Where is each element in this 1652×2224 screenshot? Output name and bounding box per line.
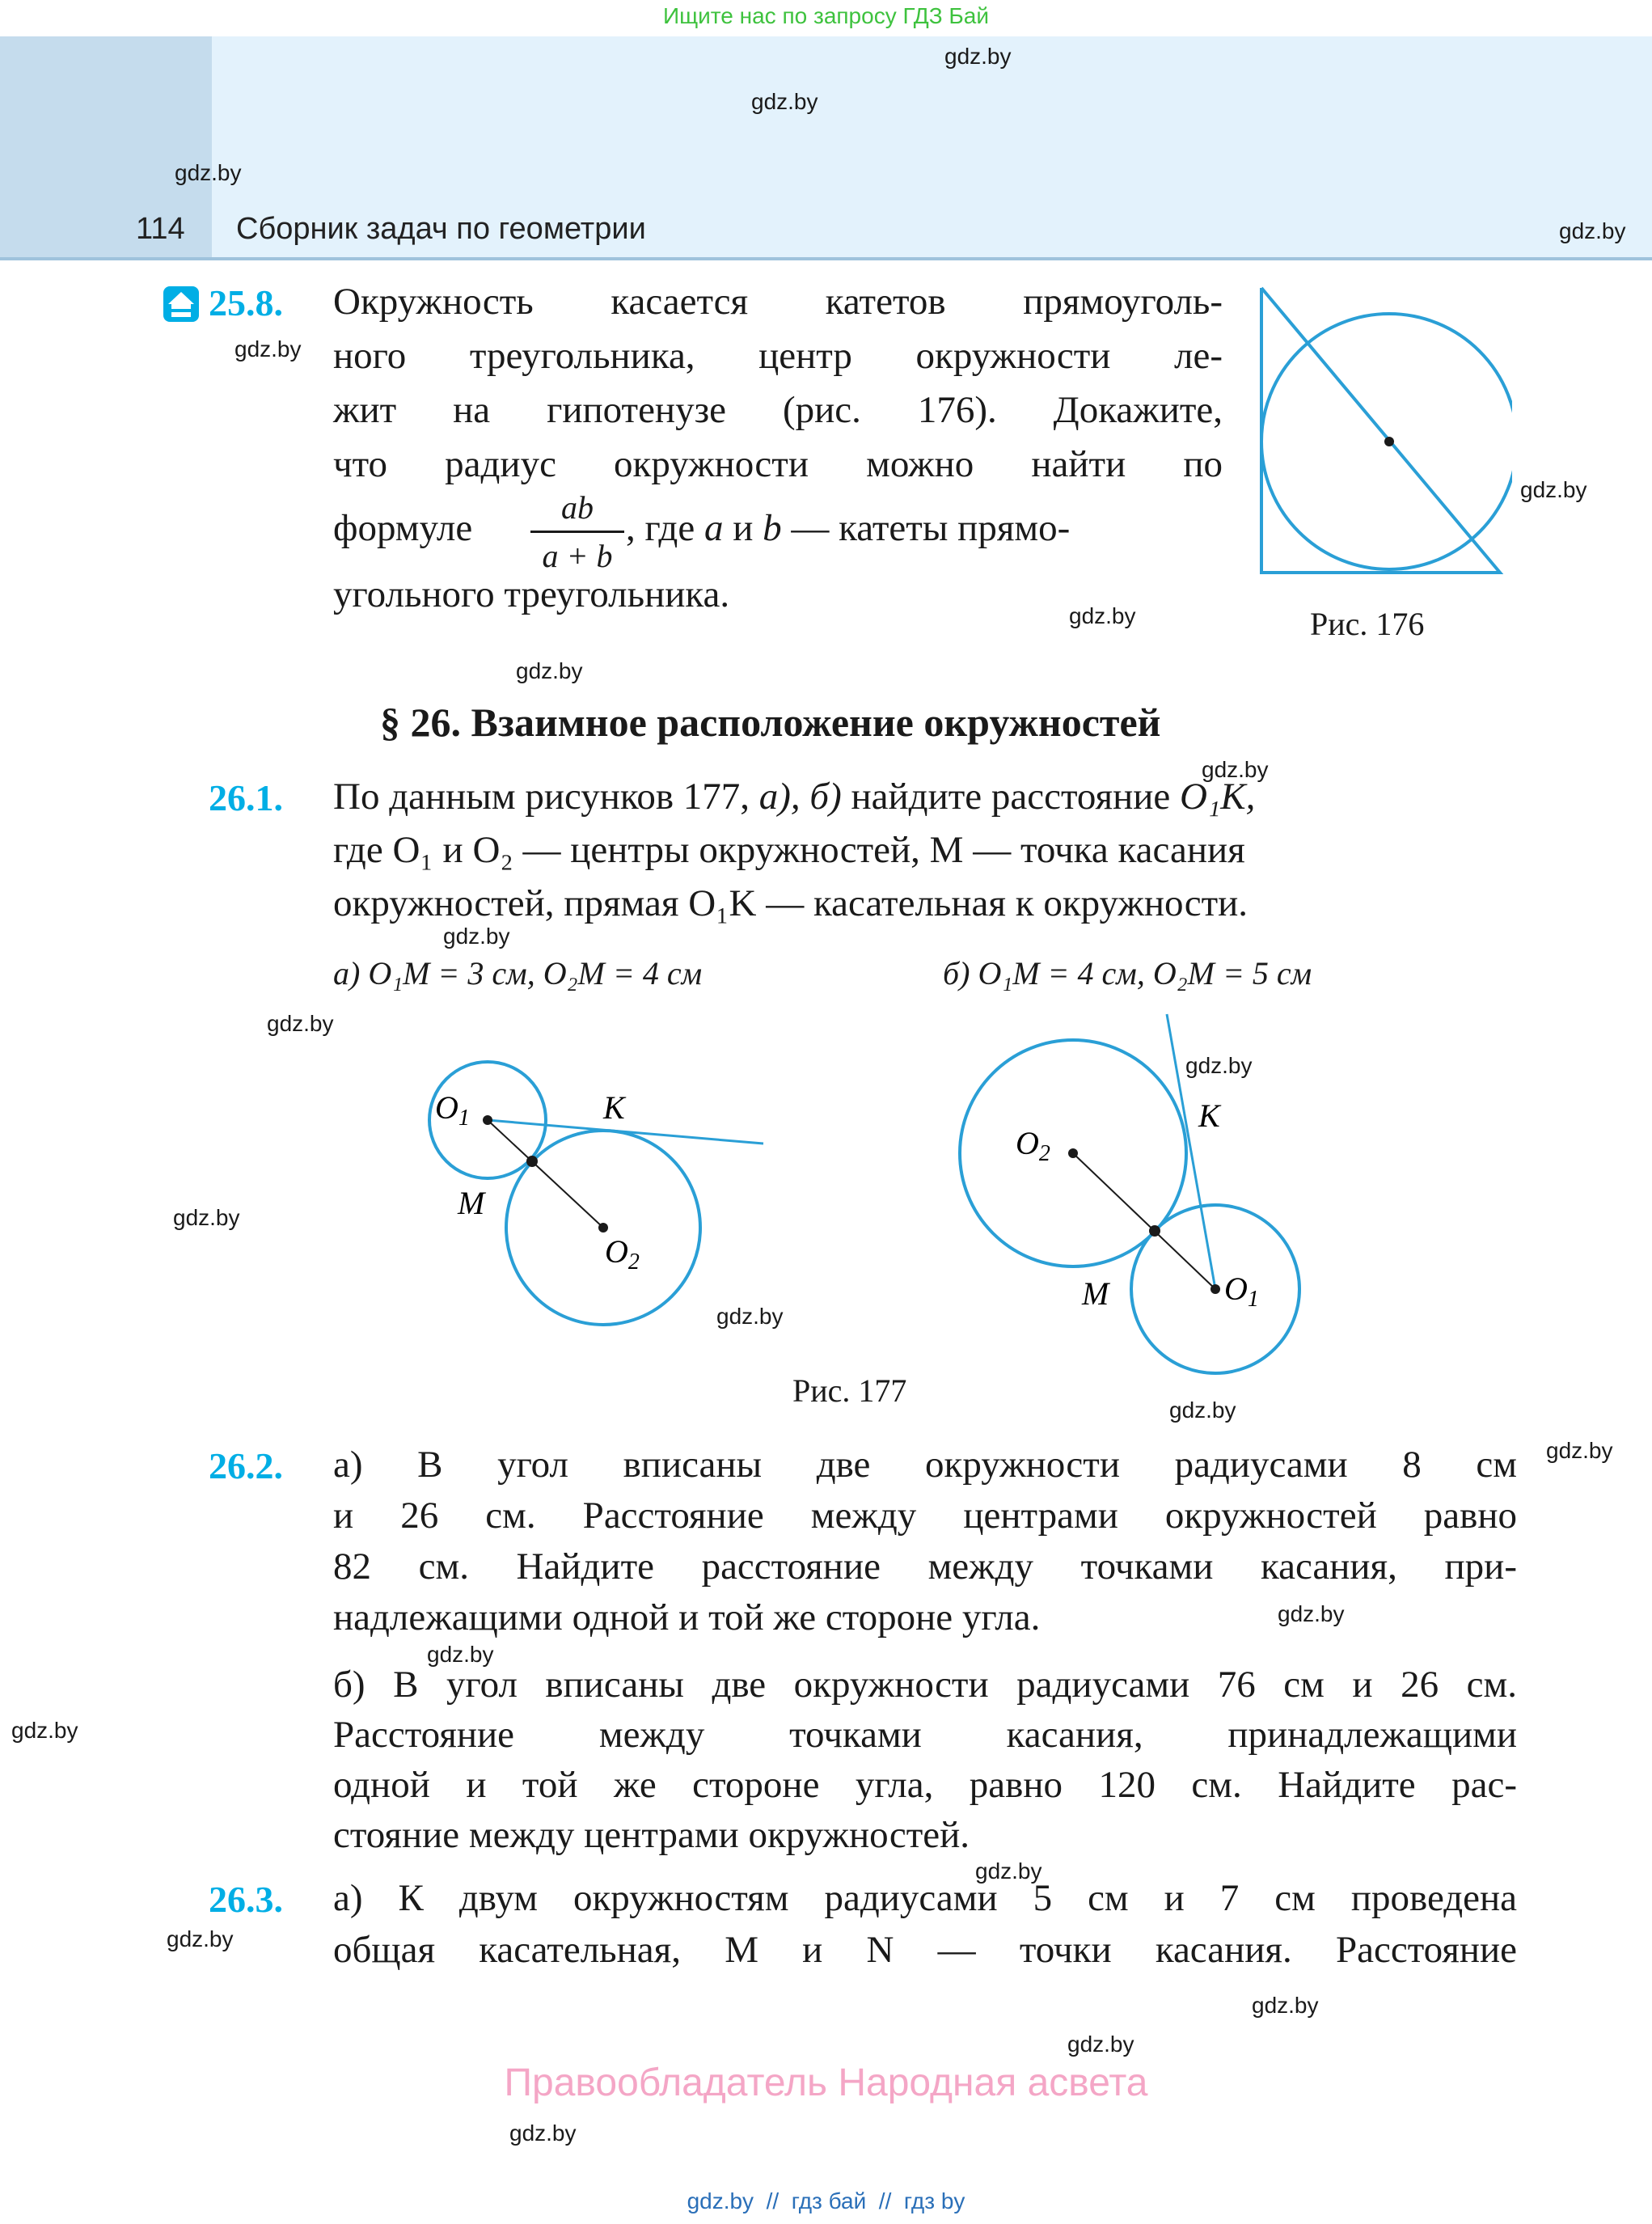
problem-25-8-text (333, 280, 1223, 497)
watermark: gdz.by (509, 2120, 577, 2146)
figure-177-b (954, 1011, 1310, 1391)
figure-caption: Рис. 177 (792, 1372, 907, 1409)
text-line: угольного треугольника. (333, 573, 730, 615)
watermark: gdz.by (11, 1718, 78, 1743)
watermark: gdz.by (1546, 1438, 1613, 1463)
var-a: a (703, 507, 724, 549)
formula-suffix (626, 506, 1070, 550)
point-o1 (483, 1115, 492, 1125)
watermark: gdz.by (427, 1642, 494, 1667)
label-letter: O (605, 1233, 628, 1270)
home-icon (162, 285, 201, 323)
label-o1 (435, 1089, 470, 1131)
label-subscript: 2 (627, 1249, 640, 1275)
label-subscript: 1 (458, 1106, 470, 1131)
point-o1 (1210, 1284, 1220, 1294)
text-line: Окружность касается катетов прямоуголь- (333, 281, 1223, 323)
figure-176 (1253, 283, 1512, 582)
label-subscript: 2 (1038, 1141, 1050, 1166)
text-line (333, 775, 1255, 818)
point-o2 (598, 1223, 608, 1233)
var-b: b (763, 507, 782, 549)
and-word: и (733, 507, 754, 549)
text-fragment: найдите расстояние (841, 776, 1181, 818)
watermark: gdz.by (1185, 1053, 1253, 1078)
watermark: gdz.by (975, 1858, 1042, 1884)
text-line: что радиус окружности можно найти по (333, 443, 1223, 485)
condition-b: б) O₁M = 4 см, O₂M = 5 см (943, 955, 1312, 991)
watermark: gdz.by (443, 924, 510, 949)
label-k: K (603, 1089, 625, 1126)
problem-number: 26.1. (209, 777, 283, 818)
watermark: gdz.by (1252, 1993, 1319, 2018)
point-o2 (1068, 1148, 1078, 1158)
watermark: gdz.by (751, 89, 818, 114)
text-line: надлежащими одной и той же стороне угла. (333, 1596, 1041, 1638)
text-line: стояние между центрами окружностей. (333, 1814, 970, 1856)
book-title: Сборник задач по геометрии (236, 212, 646, 246)
circle-center-point (1384, 437, 1394, 446)
text-line: б) В угол вписаны две окружности радиусами 76 см и 26 см. (333, 1664, 1517, 1706)
watermark: gdz.by (175, 160, 242, 185)
watermark: gdz.by (1202, 757, 1269, 782)
tangent-line-o1k (1167, 1014, 1215, 1289)
point-m (526, 1156, 538, 1167)
label-k: K (1198, 1097, 1220, 1134)
label-o2 (1016, 1124, 1050, 1167)
problem-26-2-part-a (333, 1443, 1517, 1647)
text-line: общая касательная, M и N — точки касания. Расстояние (333, 1929, 1517, 1971)
rights-holder-text: Правообладатель Народная асвета (504, 2061, 1148, 2104)
fraction-denominator: a + b (542, 538, 613, 574)
label-subscript: 1 (1247, 1287, 1259, 1312)
text-line: а) К двум окружностям радиусами 5 см и 7 см проведена (333, 1877, 1517, 1919)
page-number: 114 (136, 212, 185, 246)
problem-number: 26.3. (209, 1879, 283, 1920)
segment-o1-o2 (488, 1120, 603, 1228)
text-line: жит на гипотенузе (рис. 176). Докажите, (333, 389, 1223, 431)
watermark: gdz.by (1278, 1601, 1345, 1626)
text-line: 82 см. Найдите расстояние между точками касания, при- (333, 1545, 1517, 1588)
watermark: gdz.by (1559, 218, 1626, 243)
watermark: gdz.by (167, 1926, 234, 1951)
text-line: где O₁ и O₂ — центры окружностей, M — точка касания (333, 829, 1245, 871)
header-rule (0, 257, 1652, 260)
label-m: M (458, 1185, 485, 1221)
label-o2 (605, 1233, 640, 1275)
watermark: gdz.by (516, 658, 583, 683)
problem-number: 26.2. (209, 1445, 283, 1486)
fraction-bar (530, 531, 624, 533)
problem-26-3-text (333, 1876, 1517, 1980)
watermark: gdz.by (1069, 603, 1136, 628)
label-letter: O (435, 1089, 458, 1126)
text-line: окружностей, прямая O₁K — касательная к окружности. (333, 882, 1249, 924)
text-line: Расстояние между точками касания, принадлежащими (333, 1714, 1517, 1756)
formula-suffix-text: , где (626, 507, 695, 549)
text-line: одной и той же стороне угла, равно 120 см. Найдите рас- (333, 1764, 1517, 1806)
segment-label: O₁K, (1180, 776, 1256, 818)
watermark: gdz.by (1067, 2032, 1134, 2057)
label-letter: O (1016, 1125, 1039, 1161)
problem-26-2-part-b (333, 1663, 1517, 1863)
watermark: gdz.by (944, 44, 1012, 69)
text-line: а) В угол вписаны две окружности радиусами 8 см (333, 1444, 1517, 1486)
watermark: gdz.by (716, 1304, 784, 1329)
watermark: gdz.by (1169, 1397, 1236, 1423)
fraction-numerator: ab (561, 489, 594, 526)
watermark: gdz.by (234, 336, 302, 362)
label-o1 (1224, 1270, 1259, 1313)
formula-prefix: формуле (333, 507, 473, 549)
top-banner-link[interactable]: Ищите нас по запросу ГДЗ Бай (662, 3, 990, 28)
label-m: M (1082, 1275, 1109, 1312)
condition-a: а) O₁M = 3 см, O₂M = 4 см (333, 955, 703, 991)
section-title: § 26. Взаимное расположение окружностей (380, 700, 1161, 745)
point-m (1149, 1225, 1160, 1237)
watermark: gdz.by (1520, 477, 1587, 502)
problem-number: 25.8. (209, 282, 283, 323)
watermark: gdz.by (267, 1011, 334, 1036)
figure-letters: а), б) (758, 776, 842, 818)
text-line: и 26 см. Расстояние между центрами окружностей равно (333, 1495, 1517, 1537)
text-fragment: По данным рисунков 177, (333, 776, 759, 818)
label-letter: O (1224, 1271, 1248, 1307)
formula-tail: — катеты прямо- (791, 507, 1071, 549)
tangent-line-o1k (488, 1120, 763, 1144)
footer-links[interactable]: gdz.by // гдз бай // гдз by (687, 2188, 965, 2213)
text-line: ного треугольника, центр окружности ле- (333, 335, 1223, 377)
figure-caption: Рис. 176 (1310, 606, 1425, 642)
watermark: gdz.by (173, 1205, 240, 1230)
